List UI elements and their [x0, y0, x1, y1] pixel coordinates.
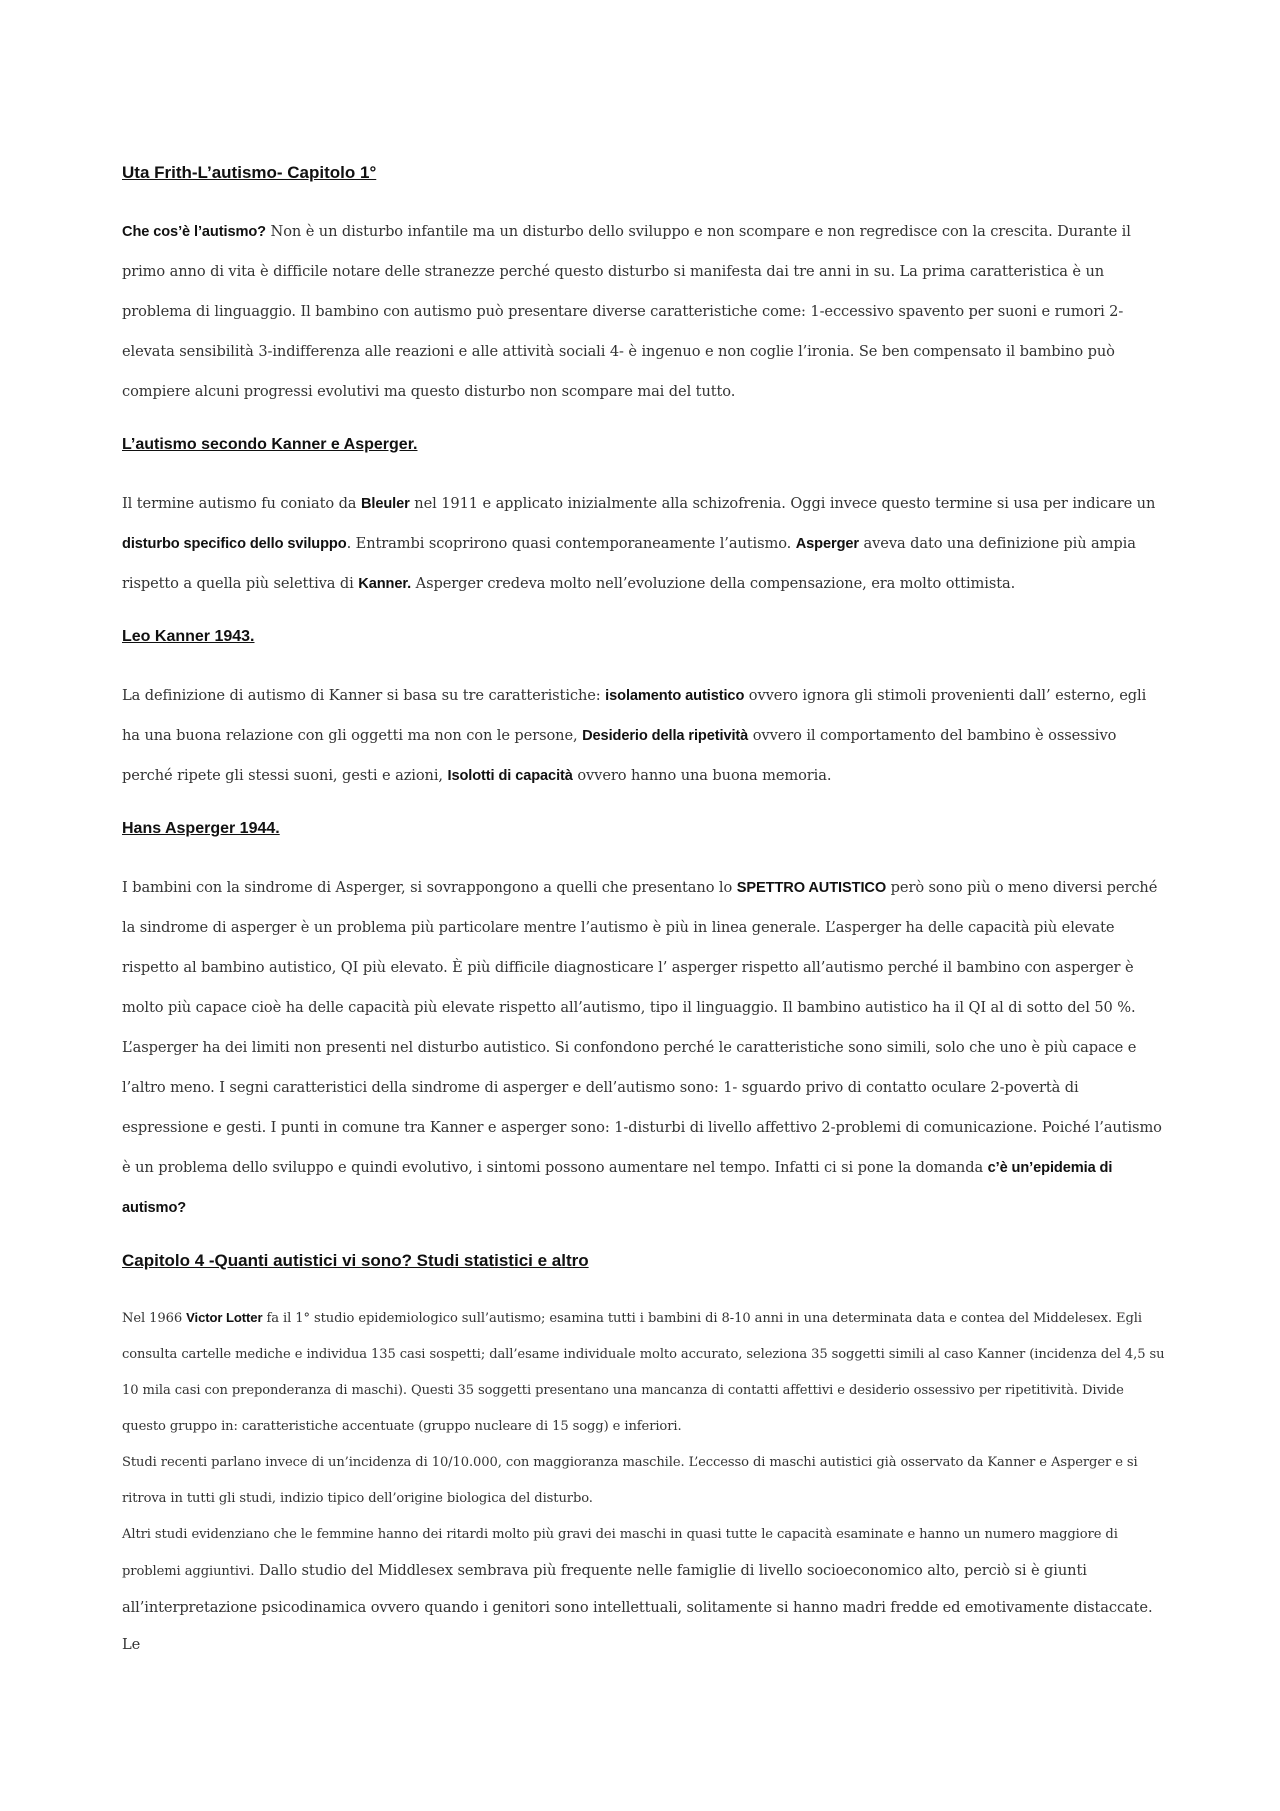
document-title: Uta Frith-L’autismo- Capitolo 1° — [122, 163, 377, 182]
leo-kanner-paragraph: La definizione di autismo di Kanner si basa su tre caratteristiche: isolamento autistico ovvero ignora gli stimoli provenienti dall’ esterno, egli ha una buona relazione con gli oggetti ma non con le persone, Desiderio della ripetività ovvero il comportamento del bambino è ossessivo perché ripete gli stessi suoni, gesti e azioni, Isolotti di capacità ovvero hanno una buona memoria. — [122, 687, 1147, 784]
section-heading-leo-kanner: Leo Kanner 1943. — [122, 628, 255, 645]
hans-asperger-paragraph: I bambini con la sindrome di Asperger, si sovrappongono a quelli che presentano lo SPETTRO AUTISTICO però sono più o meno diversi perché la sindrome di asperger è un problema più particolare mentre l’autismo è più in linea generale. L’asperger ha delle capacità più elevate rispetto al bambino autistico, QI più elevato. È più difficile diagnosticare l’ asperger rispetto all’autismo perché il bambino con asperger è molto più capace cioè ha delle capacità più elevate rispetto all’autismo, tipo il linguaggio. Il bambino autistico ha il QI al di sotto del 50 %. L’asperger ha dei limiti non presenti nel disturbo autistico. Si confondono perché le caratteristiche sono simili, solo che uno è più capace e l’altro meno. I segni caratteristici della sindrome di asperger e dell’autismo sono: 1- sguardo privo di contatto oculare 2-povertà di espressione e gesti. I punti in comune tra Kanner e asperger sono: 1-disturbi di livello affettivo 2-problemi di comunicazione. Poiché l’autismo è un problema dello sviluppo e quindi evolutivo, i sintomi possono aumentare nel tempo. Infatti ci si pone la domanda c’è un’epidemia di autismo? — [122, 879, 1162, 1216]
gender-paragraph: Altri studi evidenziano che le femmine hanno dei ritardi molto più gravi dei maschi in quasi tutte le capacità esaminate e hanno un numero maggiore di problemi aggiuntivi. Dallo studio del Middlesex sembrava più frequente nelle famiglie di livello socioeconomico alto, perciò si è giunti all’interpretazione psicodinamica ovvero quando i genitori sono intellettuali, solitamente si hanno madri fredde ed emotivamente distaccate. Le — [122, 1527, 1153, 1653]
kanner-asperger-paragraph: Il termine autismo fu coniato da Bleuler nel 1911 e applicato inizialmente alla schizofrenia. Oggi invece questo termine si usa per indicare un disturbo specifico dello sviluppo. Entrambi scoprirono quasi contemporaneamente l’autismo. Asperger aveva dato una definizione più ampia rispetto a quella più selettiva di Kanner. Asperger credeva molto nell’evoluzione della compensazione, era molto ottimista. — [122, 495, 1156, 592]
lotter-paragraph: Nel 1966 Victor Lotter fa il 1° studio epidemiologico sull’autismo; esamina tutti i bambini di 8-10 anni in una determinata data e contea del Middelesex. Egli consulta cartelle mediche e individua 135 casi sospetti; dall’esame individuale molto accurato, seleziona 35 soggetti simili al caso Kanner (incidenza del 4,5 su 10 mila casi con preponderanza di maschi). Questi 35 soggetti presentano una mancanza di contatti affettivi e desiderio ossessivo per ripetitività. Divide questo gruppo in: caratteristiche accentuate (gruppo nucleare di 15 sogg) e inferiori. — [122, 1310, 1165, 1434]
intro-question: Che cos’è l’autismo? — [122, 224, 266, 240]
section-heading-capitolo-4: Capitolo 4 -Quanti autistici vi sono? Studi statistici e altro — [122, 1251, 589, 1270]
section-heading-hans-asperger: Hans Asperger 1944. — [122, 820, 280, 837]
incidence-paragraph: Studi recenti parlano invece di un’incidenza di 10/10.000, con maggioranza maschile. L’eccesso di maschi autistici già osservato da Kanner e Asperger e si ritrova in tutti gli studi, indizio tipico dell’origine biologica del disturbo. — [122, 1455, 1138, 1506]
section-heading-kanner-asperger: L’autismo secondo Kanner e Asperger. — [122, 436, 418, 453]
intro-paragraph: Che cos’è l’autismo? Non è un disturbo infantile ma un disturbo dello sviluppo e non scompare e non regredisce con la crescita. Durante il primo anno di vita è difficile notare delle stranezze perché questo disturbo si manifesta dai tre anni in su. La prima caratteristica è un problema di linguaggio. Il bambino con autismo può presentare diverse caratteristiche come: 1-eccessivo spavento per suoni e rumori 2- elevata sensibilità 3-indifferenza alle reazioni e alle attività sociali 4- è ingenuo e non coglie l’ironia. Se ben compensato il bambino può compiere alcuni progressi evolutivi ma questo disturbo non scompare mai del tutto. — [122, 223, 1131, 400]
